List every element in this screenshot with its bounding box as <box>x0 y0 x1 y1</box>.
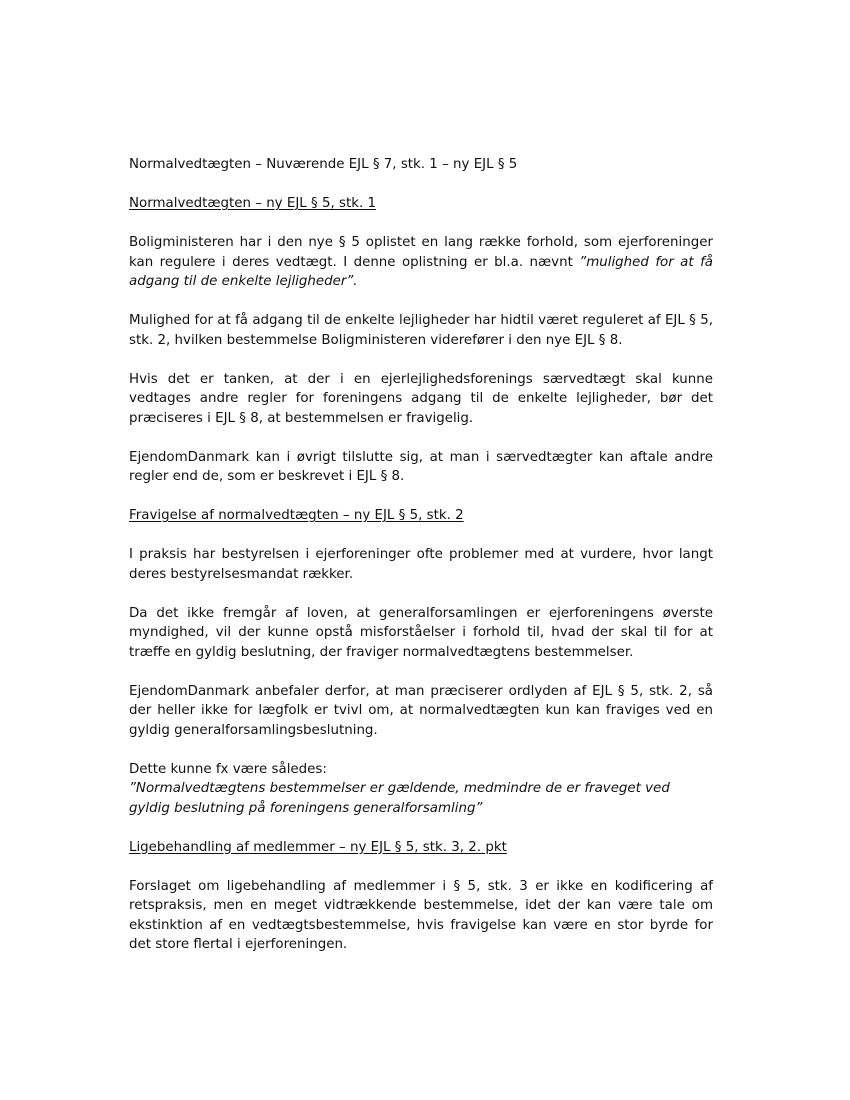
paragraph <box>129 233 713 292</box>
paragraph: EjendomDanmark anbefaler derfor, at man præciserer ordlyden af EJL § 5, stk. 2, så der heller ikke for lægfolk er tvivl om, at normalvedtægten kun kan fraviges ved en gyldig generalforsamlingsbeslutning. <box>129 683 713 738</box>
paragraph: Hvis det er tanken, at der i en ejerlejlighedsforenings særvedtægt skal kunne vedtages andre regler for foreningens adgang til de enkelte lejligheder, bør det præciseres i EJL § 8, at bestemmelsen er fravigelig. <box>129 371 713 426</box>
quoted-text: ”mulighed for at få adgang til de enkelte lejligheder”. <box>129 254 713 289</box>
section-heading-fravigelse: Fravigelse af normalvedtægten – ny EJL § 5, stk. 2 <box>129 508 464 523</box>
paragraph <box>129 760 713 819</box>
quoted-text: ”Normalvedtægtens bestemmelser er gældende, medmindre de er fraveget ved gyldig beslutning på foreningens generalforsamling” <box>129 781 670 816</box>
section-heading-normalvedtaegten: Normalvedtægten – ny EJL § 5, stk. 1 <box>129 196 376 211</box>
paragraph: EjendomDanmark kan i øvrigt tilslutte sig, at man i særvedtægter kan aftale andre regler end de, som er beskrevet i EJL § 8. <box>129 449 713 484</box>
section-heading-ligebehandling: Ligebehandling af medlemmer – ny EJL § 5, stk. 3, 2. pkt <box>129 839 507 855</box>
paragraph-text: Boligministeren har i den nye § 5 oplistet en lang række forhold, som ejerforeninger kan regulere i deres vedtægt. I denne oplistning er bl.a. nævnt <box>129 235 713 270</box>
paragraph: Mulighed for at få adgang til de enkelte lejligheder har hidtil været reguleret af EJL § 5, stk. 2, hvilken bestemmelse Boligministeren viderefører i den nye EJL § 8. <box>129 313 713 348</box>
document-title: Normalvedtægten – Nuværende EJL § 7, stk. 1 – ny EJL § 5 <box>129 157 518 172</box>
paragraph: Forslaget om ligebehandling af medlemmer i § 5, stk. 3 er ikke en kodificering af retspraksis, men en meget vidtrækkende bestemmelse, idet der kan være tale om ekstinktion af en vedtægtsbestemmelse, hvis fravigelse kan være en stor byrde for det store flertal i ejerforeningen. <box>129 878 713 952</box>
paragraph-intro: Dette kunne fx være således: <box>129 761 327 777</box>
document-page <box>129 155 713 974</box>
paragraph: Da det ikke fremgår af loven, at generalforsamlingen er ejerforeningens øverste myndighed, vil der kunne opstå misforståelser i forhold til, hvad der skal til for at træffe en gyldig beslutning, der fraviger normalvedtægtens bestemmelser. <box>129 605 713 660</box>
paragraph: I praksis har bestyrelsen i ejerforeninger ofte problemer med at vurdere, hvor langt deres bestyrelsesmandat rækker. <box>129 547 713 582</box>
